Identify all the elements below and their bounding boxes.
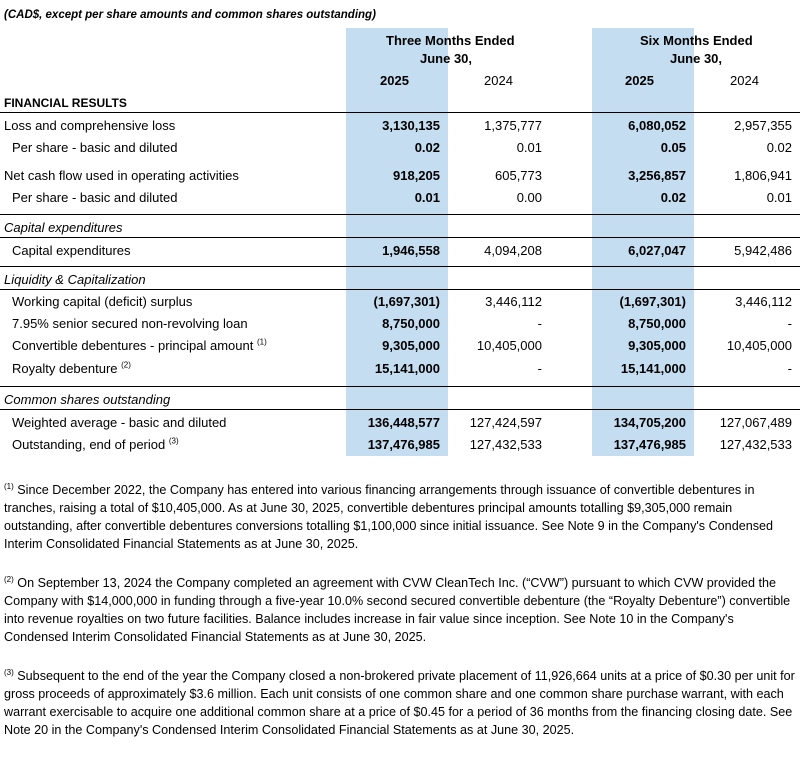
section-common-shares: Common shares outstanding	[4, 392, 171, 407]
row-value: 127,432,533	[719, 437, 792, 452]
row-value: 9,305,000	[382, 338, 440, 353]
divider	[0, 289, 800, 290]
row-value: 0.02	[660, 190, 686, 205]
period-header-three-months-line2: June 30,	[420, 51, 473, 66]
divider	[0, 386, 800, 387]
footnote-ref: (1)	[256, 337, 267, 347]
footnote-ref: (2)	[121, 360, 131, 370]
footnote-text: Subsequent to the end of the year the Company closed a non-brokered private placement of 11,926,664 units at a price of $0.30 per unit for gross proceeds of approximately $3.6 million. Each unit consists of one common share and one common share purchase warrant, with each warrant exercisable to acquire one additional common share at a price of $0.45 for a period of 36 months from the financing closing date. See Note 20 in the Company's Condensed Interim Consolidated Financial Statements as at June 30, 2025.	[4, 669, 795, 737]
row-value: 10,405,000	[726, 338, 792, 353]
period-header-six-months-line1: Six Months Ended	[640, 33, 753, 48]
row-value: 918,205	[393, 168, 440, 183]
divider	[0, 237, 800, 238]
row-value: -	[537, 361, 542, 376]
row-value: 15,141,000	[620, 361, 686, 376]
footnote-marker: (3)	[4, 667, 14, 677]
row-value: 8,750,000	[628, 316, 686, 331]
row-value: 1,375,777	[484, 118, 542, 133]
section-financial-results: FINANCIAL RESULTS	[4, 96, 127, 110]
row-value: 0.01	[766, 190, 792, 205]
row-label-net-cash-flow: Net cash flow used in operating activities	[4, 168, 239, 183]
row-value: 0.01	[414, 190, 440, 205]
footnote-text: Since December 2022, the Company has entered into various financing arrangements through issuance of convertible debentures in tranches, raising a total of $10,405,000. As at June 30, 2025, convertible debentures principal amounts totalling $9,305,000 remain outstanding, after convertible debentures conversions totalling $1,100,000 since initial issuance. See Note 9 in the Company's Condensed Interim Consolidated Financial Statements as at June 30, 2025.	[4, 483, 774, 551]
section-liquidity-capitalization: Liquidity & Capitalization	[4, 272, 146, 287]
row-value: 134,705,200	[613, 415, 686, 430]
divider	[0, 266, 800, 267]
footnote-ref: (3)	[168, 436, 179, 446]
row-label-royalty-debenture	[12, 361, 131, 377]
row-value: -	[787, 361, 792, 376]
row-value: -	[537, 316, 542, 331]
footnote-3	[4, 667, 796, 739]
footnote-2	[4, 574, 796, 646]
year-header-3m-2024: 2024	[484, 73, 513, 88]
row-label-loss: Loss and comprehensive loss	[4, 118, 176, 133]
divider	[0, 214, 800, 215]
period-header-six-months-line2: June 30,	[670, 51, 723, 66]
row-value: 0.00	[516, 190, 542, 205]
row-label-convertible-debentures	[12, 338, 267, 354]
row-value: 0.02	[766, 140, 792, 155]
row-value: 3,446,112	[485, 294, 542, 309]
row-label-text: Outstanding, end of period	[12, 437, 166, 452]
highlight-band-six-months	[592, 28, 694, 456]
row-value: 6,080,052	[628, 118, 686, 133]
row-label-per-share-cash-flow: Per share - basic and diluted	[12, 190, 178, 205]
row-value: 136,448,577	[367, 415, 440, 430]
row-label-senior-loan: 7.95% senior secured non-revolving loan	[12, 316, 248, 331]
row-value: 3,256,857	[628, 168, 686, 183]
row-value: 0.05	[660, 140, 686, 155]
footnote-1	[4, 481, 796, 553]
row-value: 9,305,000	[628, 338, 686, 353]
row-value: 15,141,000	[374, 361, 440, 376]
period-header-three-months-line1: Three Months Ended	[386, 33, 515, 48]
row-value: 2,957,355	[734, 118, 792, 133]
row-value: 8,750,000	[382, 316, 440, 331]
row-value: 127,432,533	[469, 437, 542, 452]
row-value: 0.01	[516, 140, 542, 155]
row-value: 137,476,985	[367, 437, 440, 452]
row-value: 127,424,597	[469, 415, 542, 430]
footnote-marker: (2)	[4, 574, 14, 584]
row-label-text: Convertible debentures - principal amount	[12, 338, 254, 353]
row-value: 605,773	[495, 168, 542, 183]
row-value: 1,806,941	[734, 168, 792, 183]
row-value: 137,476,985	[613, 437, 686, 452]
row-label-capital-expenditures: Capital expenditures	[12, 243, 131, 258]
row-value: 10,405,000	[476, 338, 542, 353]
row-value: (1,697,301)	[373, 294, 440, 309]
row-value: (1,697,301)	[619, 294, 686, 309]
units-note: (CAD$, except per share amounts and common shares outstanding)	[4, 9, 376, 21]
highlight-band-three-months	[346, 28, 448, 456]
row-value: 3,446,112	[735, 294, 792, 309]
section-capital-expenditures: Capital expenditures	[4, 220, 123, 235]
footnote-marker: (1)	[4, 481, 14, 491]
row-value: 5,942,486	[734, 243, 792, 258]
row-label-weighted-average: Weighted average - basic and diluted	[12, 415, 227, 430]
row-value: 4,094,208	[484, 243, 542, 258]
divider	[0, 409, 800, 410]
year-header-3m-2025: 2025	[380, 73, 409, 88]
row-value: 3,130,135	[382, 118, 440, 133]
row-value: 127,067,489	[719, 415, 792, 430]
row-label-text: Royalty debenture	[12, 361, 118, 376]
footnote-text: On September 13, 2024 the Company completed an agreement with CVW CleanTech Inc. (“CVW”) pursuant to which CVW provided the Company with $14,000,000 in funding through a five-year 10.0% second secured convertible debenture (the “Royalty Debenture”) convertible into revenue royalties on two future facilities. Balance includes increase in fair value since inception. See Note 10 in the Company's Condensed Interim Consolidated Financial Statements as at June 30, 2025.	[4, 576, 791, 644]
row-value: -	[787, 316, 792, 331]
year-header-6m-2025: 2025	[625, 73, 654, 88]
divider	[0, 112, 800, 113]
row-label-working-capital: Working capital (deficit) surplus	[12, 294, 193, 309]
year-header-6m-2024: 2024	[730, 73, 759, 88]
row-value: 6,027,047	[628, 243, 686, 258]
row-value: 1,946,558	[382, 243, 440, 258]
row-label-per-share-loss: Per share - basic and diluted	[12, 140, 178, 155]
row-label-outstanding	[12, 437, 179, 453]
row-value: 0.02	[414, 140, 440, 155]
